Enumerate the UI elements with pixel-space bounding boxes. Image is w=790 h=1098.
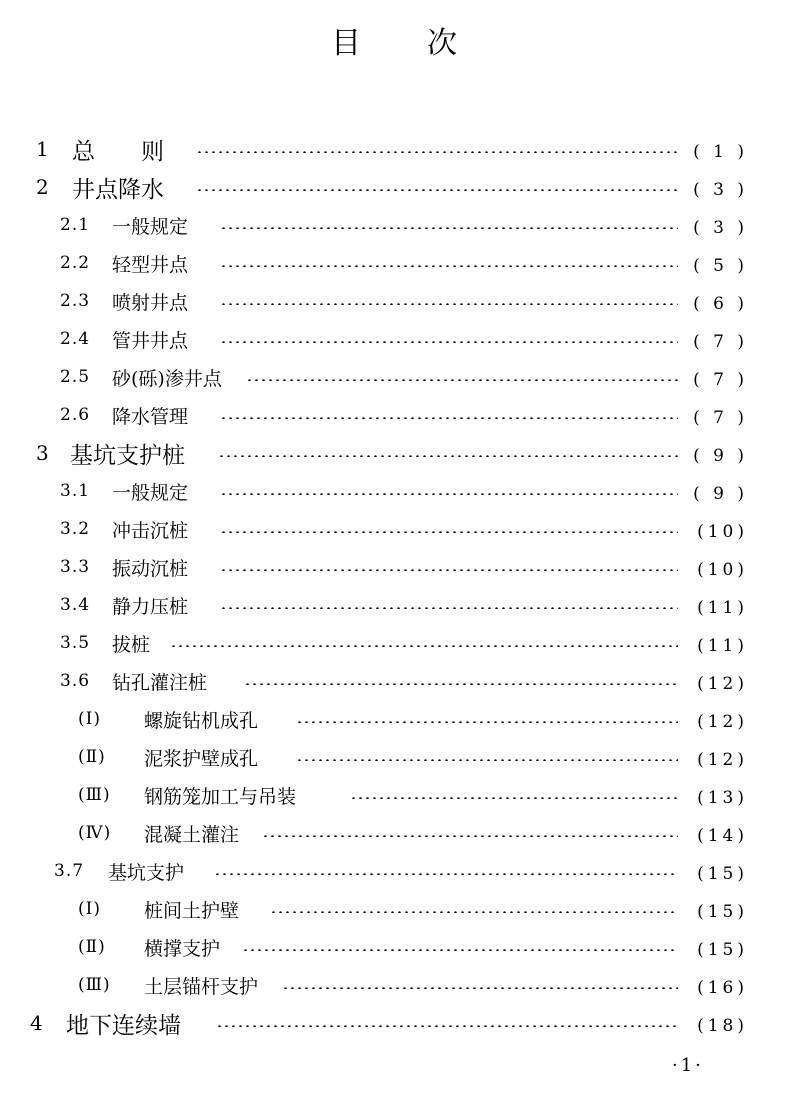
leader-dots [196, 189, 678, 191]
toc-entry-number: 2.6 [60, 405, 91, 425]
toc-entry[interactable] [0, 320, 790, 358]
toc-entry-page: (10) [697, 560, 748, 580]
toc-entry-label: 地下连续墙 [66, 1012, 181, 1039]
leader-dots [220, 607, 678, 609]
toc-entry[interactable] [0, 358, 790, 396]
toc-entry[interactable] [0, 282, 790, 320]
toc-entry[interactable] [0, 852, 790, 890]
toc-entry-number: 3.5 [60, 633, 91, 653]
toc-entry-page: ( 3 ) [693, 218, 748, 238]
toc-entry-number: (Ⅳ) [78, 823, 112, 843]
toc-entry-number: (Ⅲ) [78, 975, 111, 995]
leader-dots [270, 911, 678, 913]
leader-dots [350, 797, 678, 799]
toc-entry-page: ( 5 ) [693, 256, 748, 276]
toc-entry-page: ( 7 ) [693, 408, 748, 428]
toc-entry-page: ( 9 ) [693, 446, 748, 466]
toc-entry-number: 3.7 [54, 861, 85, 881]
toc-entry[interactable] [0, 776, 790, 814]
toc-entry-label: 钻孔灌注桩 [112, 671, 208, 694]
leader-dots [216, 1025, 678, 1027]
toc-entry-number: (Ⅰ) [78, 709, 101, 729]
toc-entry-label: 静力压桩 [112, 595, 189, 618]
leader-dots [218, 455, 678, 457]
toc-entry[interactable] [0, 814, 790, 852]
toc-entry-page: (15) [697, 940, 748, 960]
leader-dots [246, 379, 678, 381]
toc-entry-label: 井点降水 [72, 176, 164, 203]
toc-entry[interactable] [0, 586, 790, 624]
toc-entry[interactable] [0, 244, 790, 282]
toc-entry-number: (Ⅲ) [78, 785, 111, 805]
toc-entry-label: 桩间土护壁 [144, 899, 240, 922]
toc-entry-label: 一般规定 [112, 481, 189, 504]
leader-dots [244, 683, 678, 685]
toc-entry-page: (16) [697, 978, 748, 998]
leader-dots [220, 303, 678, 305]
toc-entry-label: 螺旋钻机成孔 [144, 709, 259, 732]
leader-dots [220, 227, 678, 229]
leader-dots [170, 645, 678, 647]
toc-entry-number: 2.5 [60, 367, 91, 387]
toc-entry-label: 土层锚杆支护 [144, 975, 259, 998]
toc-entry-page: (18) [697, 1016, 748, 1036]
toc-entry-label: 泥浆护壁成孔 [144, 747, 259, 770]
toc-entry-number: 2.1 [60, 215, 91, 235]
toc-entry-label: 喷射井点 [112, 291, 189, 314]
toc-entry[interactable] [0, 434, 790, 472]
toc-entry[interactable] [0, 206, 790, 244]
toc-entry-page: ( 6 ) [693, 294, 748, 314]
toc-entry-number: 2.4 [60, 329, 91, 349]
toc-entry[interactable] [0, 890, 790, 928]
toc-entry-number: 3.3 [60, 557, 91, 577]
toc-entry[interactable] [0, 396, 790, 434]
toc-entry[interactable] [0, 510, 790, 548]
leader-dots [220, 341, 678, 343]
toc-entry[interactable] [0, 966, 790, 1004]
toc-entry[interactable] [0, 700, 790, 738]
toc-entry-label: 基坑支护 [108, 861, 185, 884]
toc-entry-page: (11) [697, 598, 748, 618]
toc-entry-label: 基坑支护桩 [70, 442, 185, 469]
leader-dots [296, 759, 678, 761]
toc-entry-label: 横撑支护 [144, 937, 221, 960]
toc-entry-number: 3 [36, 441, 50, 465]
toc-entry[interactable] [0, 1004, 790, 1042]
toc-entry-page: ( 9 ) [693, 484, 748, 504]
leader-dots [242, 949, 678, 951]
toc-entry[interactable] [0, 130, 790, 168]
leader-dots [262, 835, 678, 837]
toc-entry-page: ( 7 ) [693, 370, 748, 390]
toc-entry-number: 1 [36, 137, 50, 161]
leader-dots [220, 265, 678, 267]
toc-entry-number: 3.6 [60, 671, 91, 691]
toc-entry-label: 拔桩 [112, 633, 151, 656]
toc-entry-label: 钢筋笼加工与吊装 [144, 785, 297, 808]
toc-entry-page: (12) [697, 712, 748, 732]
toc-entry-number: (Ⅱ) [78, 747, 106, 767]
toc-entry-page: (13) [697, 788, 748, 808]
toc-entry-label: 振动沉桩 [112, 557, 189, 580]
toc-entry-number: 2 [36, 175, 50, 199]
toc-entry-page: (15) [697, 864, 748, 884]
leader-dots [220, 569, 678, 571]
toc-entry[interactable] [0, 928, 790, 966]
toc-entry[interactable] [0, 548, 790, 586]
toc-entry-number: (Ⅱ) [78, 937, 106, 957]
toc-entry-label: 总 则 [72, 138, 164, 165]
toc-entry-number: 2.3 [60, 291, 91, 311]
toc-entry-number: (Ⅰ) [78, 899, 101, 919]
leader-dots [220, 531, 678, 533]
toc-entry-number: 2.2 [60, 253, 91, 273]
toc-entry-number: 3.1 [60, 481, 91, 501]
toc-entry[interactable] [0, 472, 790, 510]
toc-entry-label: 管井井点 [112, 329, 189, 352]
toc-entry-page: ( 3 ) [693, 180, 748, 200]
toc-entry-label: 降水管理 [112, 405, 189, 428]
toc-entry[interactable] [0, 662, 790, 700]
page-number-footer: ·1· [672, 1055, 704, 1076]
toc-entry-label: 一般规定 [112, 215, 189, 238]
toc-entry-page: (14) [697, 826, 748, 846]
leader-dots [214, 873, 678, 875]
toc-entry-page: ( 7 ) [693, 332, 748, 352]
toc-entry-label: 轻型井点 [112, 253, 189, 276]
toc-entry-number: 4 [30, 1011, 44, 1035]
toc-entry-number: 3.2 [60, 519, 91, 539]
toc-entry-label: 冲击沉桩 [112, 519, 189, 542]
toc-entry-page: (11) [697, 636, 748, 656]
leader-dots [220, 493, 678, 495]
toc-entry-page: (15) [697, 902, 748, 922]
toc-entry[interactable] [0, 738, 790, 776]
leader-dots [220, 417, 678, 419]
page-title: 目 次 [331, 26, 459, 61]
toc-entry-label: 砂(砾)渗井点 [112, 367, 222, 390]
toc-entry-page: (12) [697, 750, 748, 770]
toc-entry-label: 混凝土灌注 [144, 823, 240, 846]
leader-dots [196, 151, 678, 153]
toc-entry-page: (12) [697, 674, 748, 694]
leader-dots [296, 721, 678, 723]
toc-entry[interactable] [0, 168, 790, 206]
toc-entry-number: 3.4 [60, 595, 91, 615]
toc-entry-page: ( 1 ) [693, 142, 748, 162]
toc-entry-page: (10) [697, 522, 748, 542]
leader-dots [282, 987, 678, 989]
toc-entry[interactable] [0, 624, 790, 662]
